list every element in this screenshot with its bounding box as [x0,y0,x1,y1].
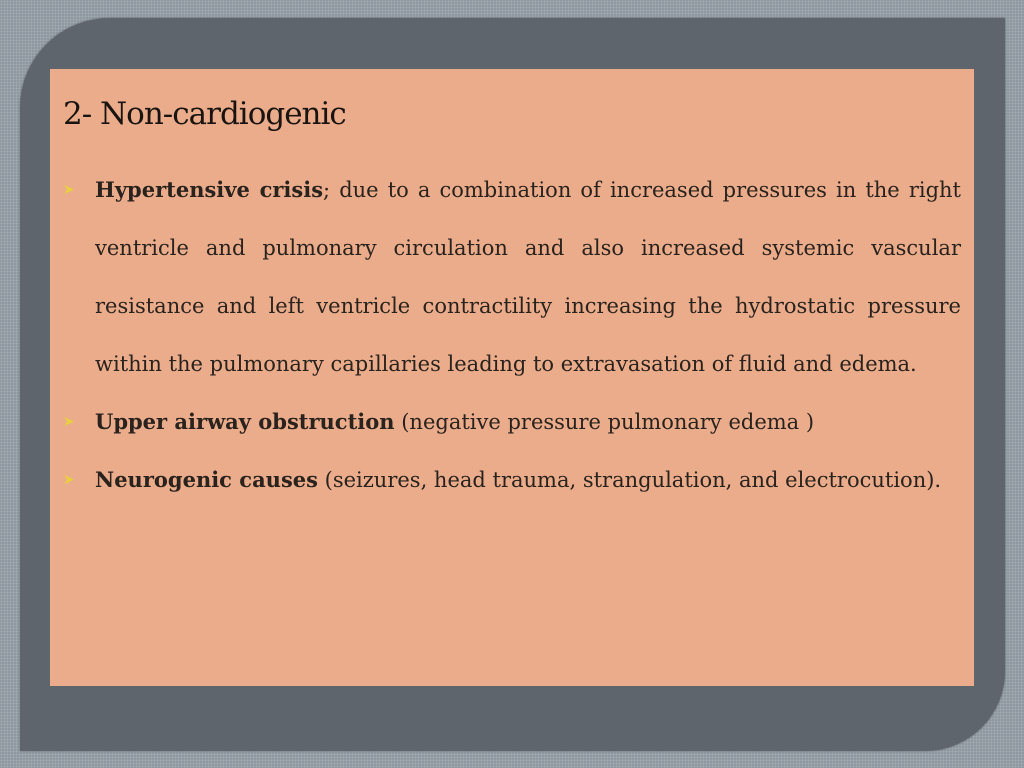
bullet-hypertensive-crisis [63,161,961,393]
slide-title: 2- Non-cardiogenic [63,96,346,132]
bullet-text: (seizures, head trauma, strangulation, and electrocution). [317,468,942,492]
bullet-upper-airway-obstruction [63,393,961,451]
arrowhead-bullet-icon: ➤ [63,182,75,198]
arrowhead-bullet-icon: ➤ [63,472,75,488]
bullet-term: Hypertensive crisis [95,177,324,202]
bullet-term: Neurogenic causes [95,467,318,492]
bullet-neurogenic-causes [63,451,961,509]
bullet-text: (negative pressure pulmonary edema ) [394,410,815,434]
bullet-list [63,161,961,509]
bullet-term: Upper airway obstruction [95,409,395,434]
arrowhead-bullet-icon: ➤ [63,414,75,430]
bullet-text: ; due to a combination of increased pressures in the right ventricle and pulmonary circulation and also increased systemic vascular resistance and left ventricle contractility increasing the hydrostatic pressure within the pulmonary capillaries leading to extravasation of fluid and edema. [95,178,961,376]
